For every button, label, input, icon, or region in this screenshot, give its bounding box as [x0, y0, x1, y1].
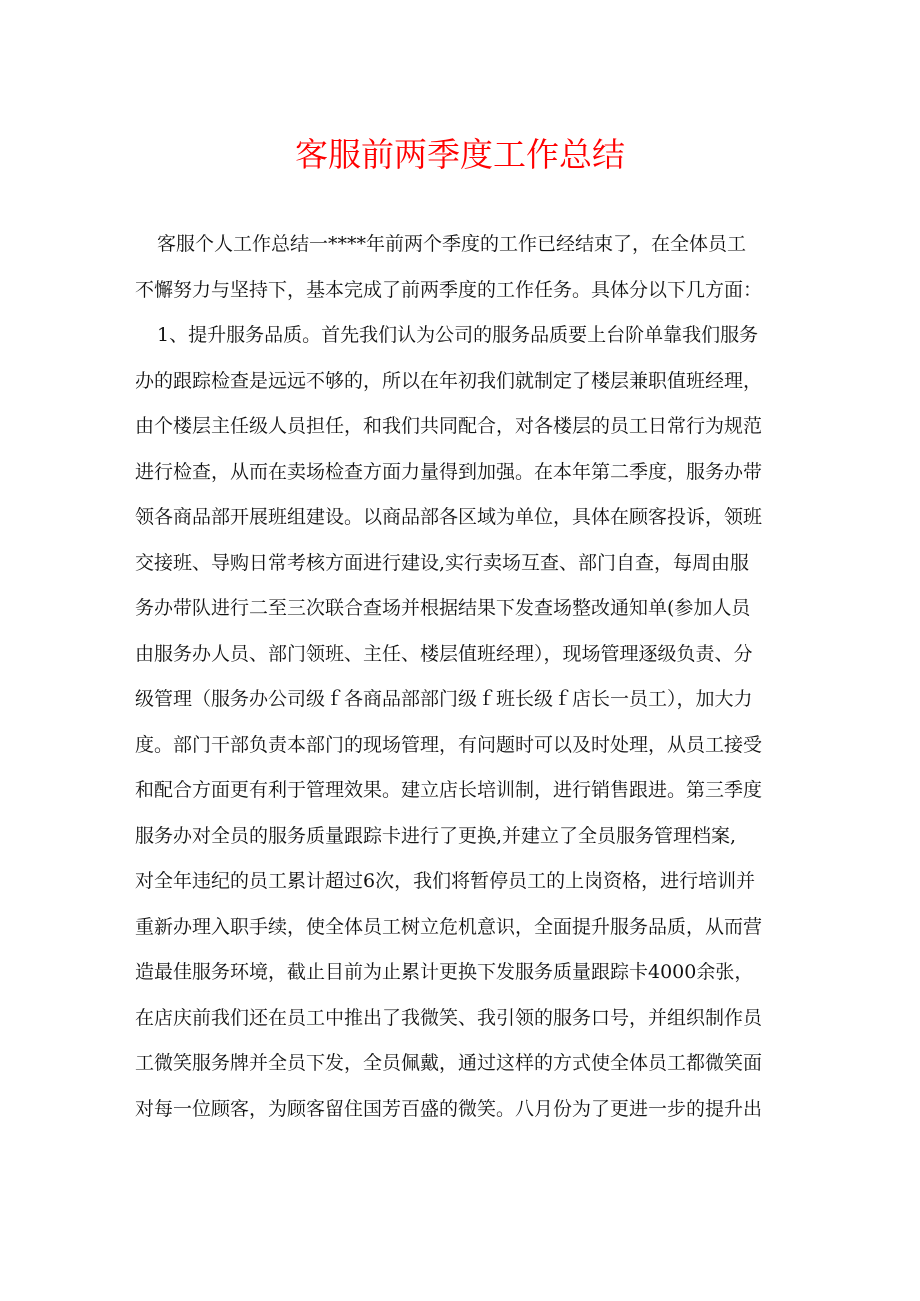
body-line: 在店庆前我们还在员工中推出了我微笑、我引领的服务口号，并组织制作员 — [135, 1006, 763, 1029]
body-line: 造最佳服务环境，截止目前为止累计更换下发服务质量跟踪卡4000余张， — [135, 961, 754, 983]
body-line: 由个楼层主任级人员担任，和我们共同配合，对各楼层的员工日常行为规范 — [135, 415, 763, 437]
body-line: 对每一位顾客，为顾客留住国芳百盛的微笑。八月份为了更进一步的提升出 — [135, 1097, 763, 1120]
body-line: 办的跟踪检查是远远不够的，所以在年初我们就制定了楼层兼职值班经理， — [135, 369, 763, 392]
body-line: 交接班、导购日常考核方面进行建设,实行卖场互查、部门自查，每周由服 — [135, 551, 750, 574]
body-line: 1、提升服务品质。首先我们认为公司的服务品质要上台阶单靠我们服务 — [157, 324, 759, 346]
body-line: 务办带队进行二至三次联合查场并根据结果下发查场整改通知单(参加人员 — [135, 597, 751, 619]
body-line: 由服务办人员、部门领班、主任、楼层值班经理），现场管理逐级负责、分 — [135, 642, 753, 665]
body-line: 重新办理入职手续，使全体员工树立危机意识，全面提升服务品质，从而营 — [135, 915, 763, 938]
body-line: 和配合方面更有利于管理效果。建立店长培训制，进行销售跟进。第三季度 — [135, 779, 763, 801]
body-line: 度。部门干部负责本部门的现场管理，有问题时可以及时处理，从员工接受 — [135, 733, 763, 756]
body-line: 级管理（服务办公司级ｆ各商品部部门级ｆ班长级ｆ店长一员工），加大力 — [135, 688, 753, 710]
document-title: 客服前两季度工作总结 — [295, 135, 625, 174]
body-line: 对全年违纪的员工累计超过6次，我们将暂停员工的上岗资格，进行培训并 — [135, 870, 756, 892]
body-line: 服务办对全员的服务质量跟踪卡进行了更换,并建立了全员服务管理档案, — [135, 824, 737, 847]
body-line: 进行检查，从而在卖场检查方面力量得到加强。在本年第二季度，服务办带 — [135, 460, 763, 483]
body-line: 领各商品部开展班组建设。以商品部各区域为单位，具体在顾客投诉，领班 — [135, 506, 763, 528]
body-line: 客服个人工作总结一****年前两个季度的工作已经结束了，在全体员工 — [157, 233, 747, 255]
body-line: 不懈努力与坚持下，基本完成了前两季度的工作任务。具体分以下几方面： — [135, 278, 763, 301]
body-line: 工微笑服务牌并全员下发，全员佩戴，通过这样的方式使全体员工都微笑面 — [135, 1052, 763, 1074]
document-body — [135, 222, 790, 1132]
